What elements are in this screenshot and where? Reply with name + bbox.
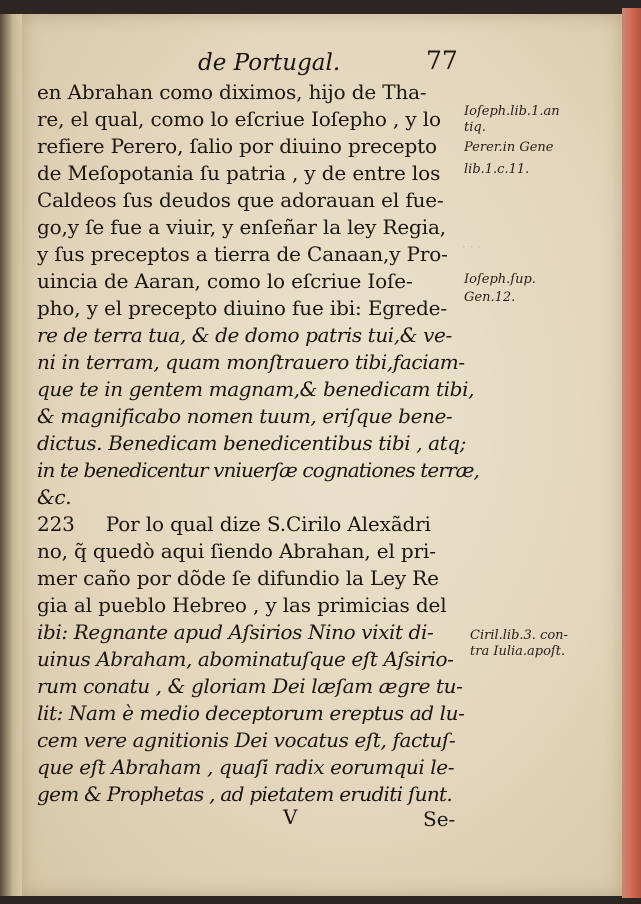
marginal-note: Perer.in Gene [464,140,554,155]
marginal-note: Ioſeph.ſup. [464,272,536,287]
body-line-latin: &c. [37,485,72,509]
marginal-note: tiq. [464,120,486,135]
body-line: uincia de Aaran, como lo eſcriue Ioſe- [37,269,413,293]
body-line-latin: ibi: Regnante apud Aſsirios Nino vixit di- [37,620,434,644]
page-number: 77 [426,46,458,75]
running-header: de Portugal. [198,50,341,76]
body-line-latin: uinus Abraham, abominatuſque eſt Aſsirio- [37,647,454,671]
signature-mark: V [283,805,298,829]
body-line: re, el qual, como lo eſcriue Ioſepho , y lo [37,107,441,131]
body-line: y ſus preceptos a tierra de Canaan,y Pro- [37,242,448,266]
right-page-edge [622,8,641,898]
body-line: pho, y el precepto diuino fue ibi: Egrede- [37,296,447,320]
body-line: de Meſopotania ſu patria , y de entre los [37,161,441,185]
left-page-edge [0,14,22,896]
body-line-latin: in te benedicentur vniuerſæ cognationes terræ, [37,458,479,482]
marginal-note: Gen.12. [464,290,516,305]
body-line: gia al pueblo Hebreo , y las primicias del [37,593,447,617]
marginal-note: tra Iulia.apoſt. [470,644,566,659]
body-line-latin: dictus. Benedicam benedicentibus tibi , atq; [37,431,467,455]
marginal-note: Ioſeph.lib.1.an [464,104,560,119]
body-line-latin: que eſt Abraham , quaſi radix eorumqui le- [37,755,455,779]
marginal-note: lib.1.c.11. [464,162,530,177]
marginal-note: Ciril.lib.3. con- [470,628,568,643]
body-line-latin: re de terra tua, & de domo patris tui,& ve- [37,323,452,347]
body-line-latin: rum conatu , & gloriam Dei læſam ægre tu- [37,674,463,698]
body-line: Caldeos ſus deudos que adorauan el fue- [37,188,444,212]
body-line-paragraph-223: 223 Por lo qual dize S.Cirilo Alexãdri [37,512,431,536]
body-line-latin: que te in gentem magnam,& benedicam tibi, [37,377,475,401]
body-line-latin: gem & Prophetas , ad pietatem eruditi ſunt. [37,782,452,806]
catchword: Se- [423,807,456,831]
body-line: refiere Perero, ſalio por diuino precepto [37,134,437,158]
body-line-latin: & magnificabo nomen tuum, eriſque bene- [37,404,453,428]
body-line-latin: lit: Nam è medio deceptorum ereptus ad lu- [37,701,465,725]
body-line: go,y ſe fue a viuir, y enſeñar la ley Regia, [37,215,446,239]
show-through-text: · · · [462,240,482,254]
body-line: en Abrahan como diximos, hijo de Tha- [37,80,427,104]
body-line-latin: ni in terram, quam monſtrauero tibi,faciam- [37,350,465,374]
body-line: no, q̃ quedò aqui ſiendo Abrahan, el pri- [37,539,436,563]
body-line: mer caño por dõde ſe difundio la Ley Re [37,566,439,590]
body-line-latin: cem vere agnitionis Dei vocatus eſt, factuſ- [37,728,456,752]
